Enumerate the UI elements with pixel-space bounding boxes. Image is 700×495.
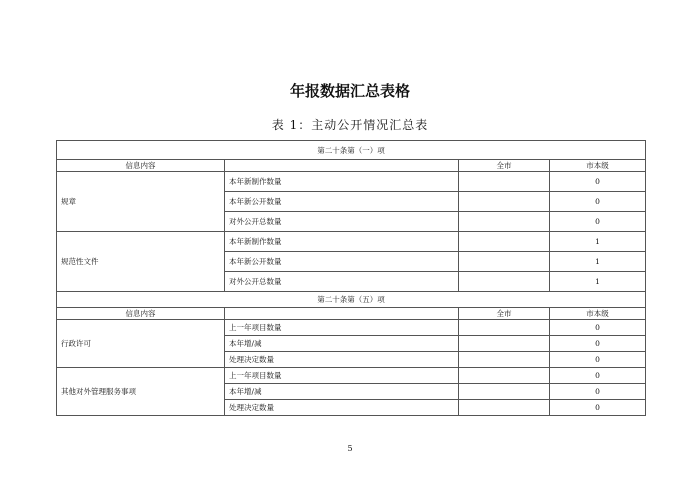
city-value: [459, 272, 550, 292]
group-label: 行政许可: [57, 320, 225, 368]
page-title: 年报数据汇总表格: [289, 82, 410, 100]
table-row: [57, 232, 646, 252]
header-level: 市本级: [550, 308, 646, 320]
city-value: [459, 192, 550, 212]
item-label: 处理决定数量: [225, 400, 459, 416]
group-label: 规范性文件: [57, 232, 225, 292]
city-value: [459, 384, 550, 400]
level-value: 0: [550, 172, 646, 192]
level-value: 0: [550, 368, 646, 384]
city-value: [459, 400, 550, 416]
level-value: 1: [550, 232, 646, 252]
level-value: 0: [550, 352, 646, 368]
summary-table: [56, 140, 646, 416]
item-label: 对外公开总数量: [225, 212, 459, 232]
city-value: [459, 336, 550, 352]
item-label: 上一年项目数量: [225, 320, 459, 336]
level-value: 0: [550, 336, 646, 352]
header-row: [57, 308, 646, 320]
city-value: [459, 368, 550, 384]
header-city: 全市: [459, 160, 550, 172]
header-row: [57, 160, 646, 172]
group-label: 规章: [57, 172, 225, 232]
item-label: 本年增/减: [225, 384, 459, 400]
level-value: 1: [550, 272, 646, 292]
table-row: [57, 320, 646, 336]
header-blank: [225, 308, 459, 320]
city-value: [459, 212, 550, 232]
page-number: 5: [347, 444, 353, 453]
level-value: 0: [550, 320, 646, 336]
level-value: 0: [550, 212, 646, 232]
city-value: [459, 352, 550, 368]
item-label: 上一年项目数量: [225, 368, 459, 384]
item-label: 本年增/减: [225, 336, 459, 352]
level-value: 0: [550, 192, 646, 212]
level-value: 0: [550, 400, 646, 416]
header-blank: [225, 160, 459, 172]
section-heading: 第二十条第（五）项: [57, 292, 646, 308]
section-heading-row: [57, 141, 646, 160]
item-label: 对外公开总数量: [225, 272, 459, 292]
table-row: [57, 172, 646, 192]
header-city: 全市: [459, 308, 550, 320]
item-label: 本年新制作数量: [225, 232, 459, 252]
header-info: 信息内容: [57, 308, 225, 320]
city-value: [459, 320, 550, 336]
city-value: [459, 172, 550, 192]
item-label: 本年新公开数量: [225, 192, 459, 212]
item-label: 处理决定数量: [225, 352, 459, 368]
level-value: 0: [550, 384, 646, 400]
header-level: 市本级: [550, 160, 646, 172]
item-label: 本年新公开数量: [225, 252, 459, 272]
city-value: [459, 252, 550, 272]
level-value: 1: [550, 252, 646, 272]
item-label: 本年新制作数量: [225, 172, 459, 192]
table-row: [57, 368, 646, 384]
header-info: 信息内容: [57, 160, 225, 172]
section-heading-row: [57, 292, 646, 308]
group-label: 其他对外管理服务事项: [57, 368, 225, 416]
section-heading: 第二十条第（一）项: [57, 141, 646, 160]
table-caption: 表 1：主动公开情况汇总表: [271, 118, 429, 132]
city-value: [459, 232, 550, 252]
